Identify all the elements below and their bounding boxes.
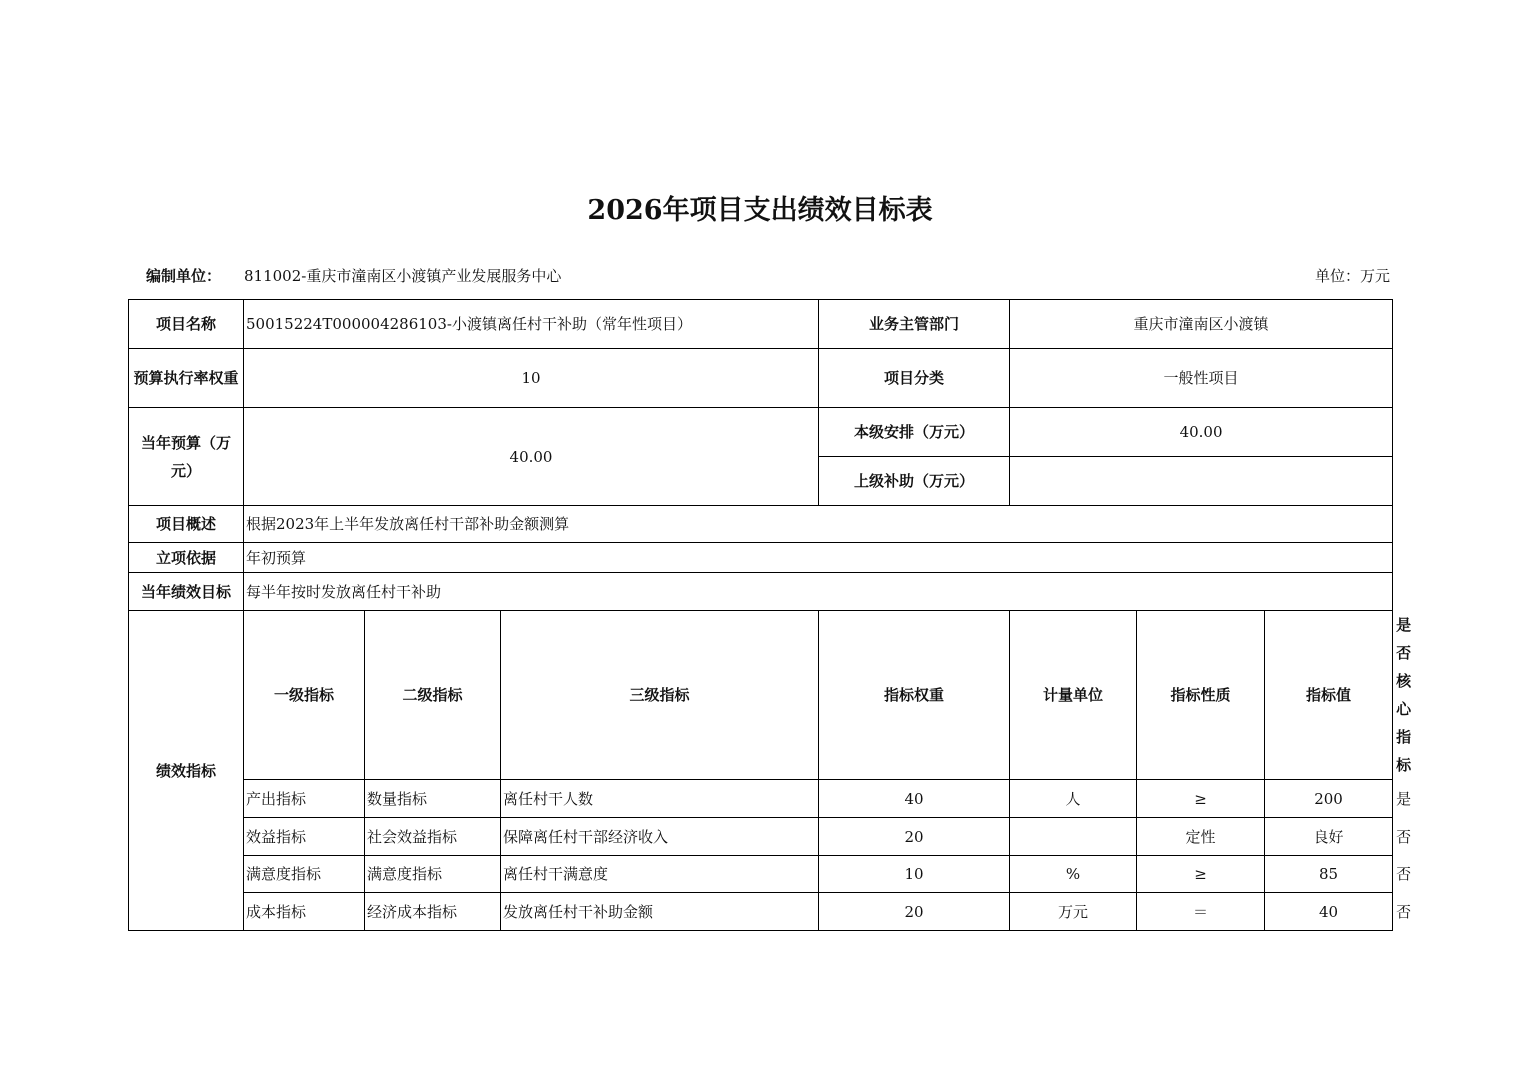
value-cell: 200 bbox=[1265, 780, 1393, 818]
level2-cell: 社会效益指标 bbox=[365, 818, 501, 856]
nature-cell: ≥ bbox=[1137, 780, 1265, 818]
table-row bbox=[129, 300, 1393, 349]
nature-cell: 定性 bbox=[1137, 818, 1265, 856]
weight-cell: 10 bbox=[819, 856, 1010, 893]
level1-cell: 满意度指标 bbox=[244, 856, 365, 893]
currency-unit: 单位：万元 bbox=[1314, 267, 1390, 285]
indicator-row: 效益指标 社会效益指标 保障离任村干部经济收入 20 定性 良好 否 bbox=[129, 818, 1393, 856]
level3-cell: 离任村干满意度 bbox=[501, 856, 819, 893]
unit-cell: % bbox=[1010, 856, 1137, 893]
value-cell: 85 bbox=[1265, 856, 1393, 893]
local-arrangement-value: 40.00 bbox=[1010, 408, 1393, 457]
value-cell: 良好 bbox=[1265, 818, 1393, 856]
basis-value: 年初预算 bbox=[244, 543, 1393, 573]
header-unit: 计量单位 bbox=[1010, 611, 1137, 780]
indicator-row: 满意度指标 满意度指标 离任村干满意度 10 % ≥ 85 否 bbox=[129, 856, 1393, 893]
header-level1: 一级指标 bbox=[244, 611, 365, 780]
indicator-header-row: 绩效指标 一级指标 二级指标 三级指标 指标权重 计量单位 指标性质 指标值 是否核心指标 bbox=[129, 611, 1393, 780]
indicators-section-label: 绩效指标 bbox=[129, 611, 244, 931]
level2-cell: 经济成本指标 bbox=[365, 893, 501, 931]
level1-cell: 产出指标 bbox=[244, 780, 365, 818]
basis-label: 立项依据 bbox=[129, 543, 244, 573]
table-row bbox=[129, 543, 1393, 573]
table-row bbox=[129, 506, 1393, 543]
level1-cell: 成本指标 bbox=[244, 893, 365, 931]
weight-cell: 40 bbox=[819, 780, 1010, 818]
indicator-row: 产出指标 数量指标 离任村干人数 40 人 ≥ 200 是 bbox=[129, 780, 1393, 818]
upper-subsidy-value bbox=[1010, 457, 1393, 506]
level3-cell: 离任村干人数 bbox=[501, 780, 819, 818]
weight-cell: 20 bbox=[819, 818, 1010, 856]
nature-cell: ＝ bbox=[1137, 893, 1265, 931]
project-name-value: 50015224T000004286103-小渡镇离任村干补助（常年性项目） bbox=[244, 300, 819, 349]
compiling-unit-value: 811002-重庆市潼南区小渡镇产业发展服务中心 bbox=[244, 267, 562, 285]
category-label: 项目分类 bbox=[819, 349, 1010, 408]
nature-cell: ≥ bbox=[1137, 856, 1265, 893]
unit-cell: 人 bbox=[1010, 780, 1137, 818]
header-weight: 指标权重 bbox=[819, 611, 1010, 780]
budget-value: 40.00 bbox=[244, 408, 819, 506]
overview-value: 根据2023年上半年发放离任村干部补助金额测算 bbox=[244, 506, 1393, 543]
overview-label: 项目概述 bbox=[129, 506, 244, 543]
header-level2: 二级指标 bbox=[365, 611, 501, 780]
project-name-label: 项目名称 bbox=[129, 300, 244, 349]
header-level3: 三级指标 bbox=[501, 611, 819, 780]
upper-subsidy-label: 上级补助（万元） bbox=[819, 457, 1010, 506]
category-value: 一般性项目 bbox=[1010, 349, 1393, 408]
indicator-row: 成本指标 经济成本指标 发放离任村干补助金额 20 万元 ＝ 40 否 bbox=[129, 893, 1393, 931]
table-row bbox=[129, 408, 1393, 457]
local-arrangement-label: 本级安排（万元） bbox=[819, 408, 1010, 457]
level3-cell: 发放离任村干补助金额 bbox=[501, 893, 819, 931]
weight-value: 10 bbox=[244, 349, 819, 408]
performance-target-table bbox=[128, 299, 1412, 931]
value-cell: 40 bbox=[1265, 893, 1393, 931]
dept-value: 重庆市潼南区小渡镇 bbox=[1010, 300, 1393, 349]
compiling-unit-label: 编制单位： bbox=[146, 267, 222, 285]
unit-cell: 万元 bbox=[1010, 893, 1137, 931]
level1-cell: 效益指标 bbox=[244, 818, 365, 856]
table-row bbox=[129, 573, 1393, 611]
level2-cell: 数量指标 bbox=[365, 780, 501, 818]
weight-label: 预算执行率权重 bbox=[129, 349, 244, 408]
goal-value: 每半年按时发放离任村干补助 bbox=[244, 573, 1393, 611]
budget-label: 当年预算（万元） bbox=[129, 408, 244, 506]
level3-cell: 保障离任村干部经济收入 bbox=[501, 818, 819, 856]
page-title: 2026年项目支出绩效目标表 bbox=[587, 195, 933, 226]
unit-cell bbox=[1010, 818, 1137, 856]
level2-cell: 满意度指标 bbox=[365, 856, 501, 893]
table-row bbox=[129, 349, 1393, 408]
dept-label: 业务主管部门 bbox=[819, 300, 1010, 349]
goal-label: 当年绩效目标 bbox=[129, 573, 244, 611]
header-value: 指标值 bbox=[1265, 611, 1393, 780]
weight-cell: 20 bbox=[819, 893, 1010, 931]
header-nature: 指标性质 bbox=[1137, 611, 1265, 780]
